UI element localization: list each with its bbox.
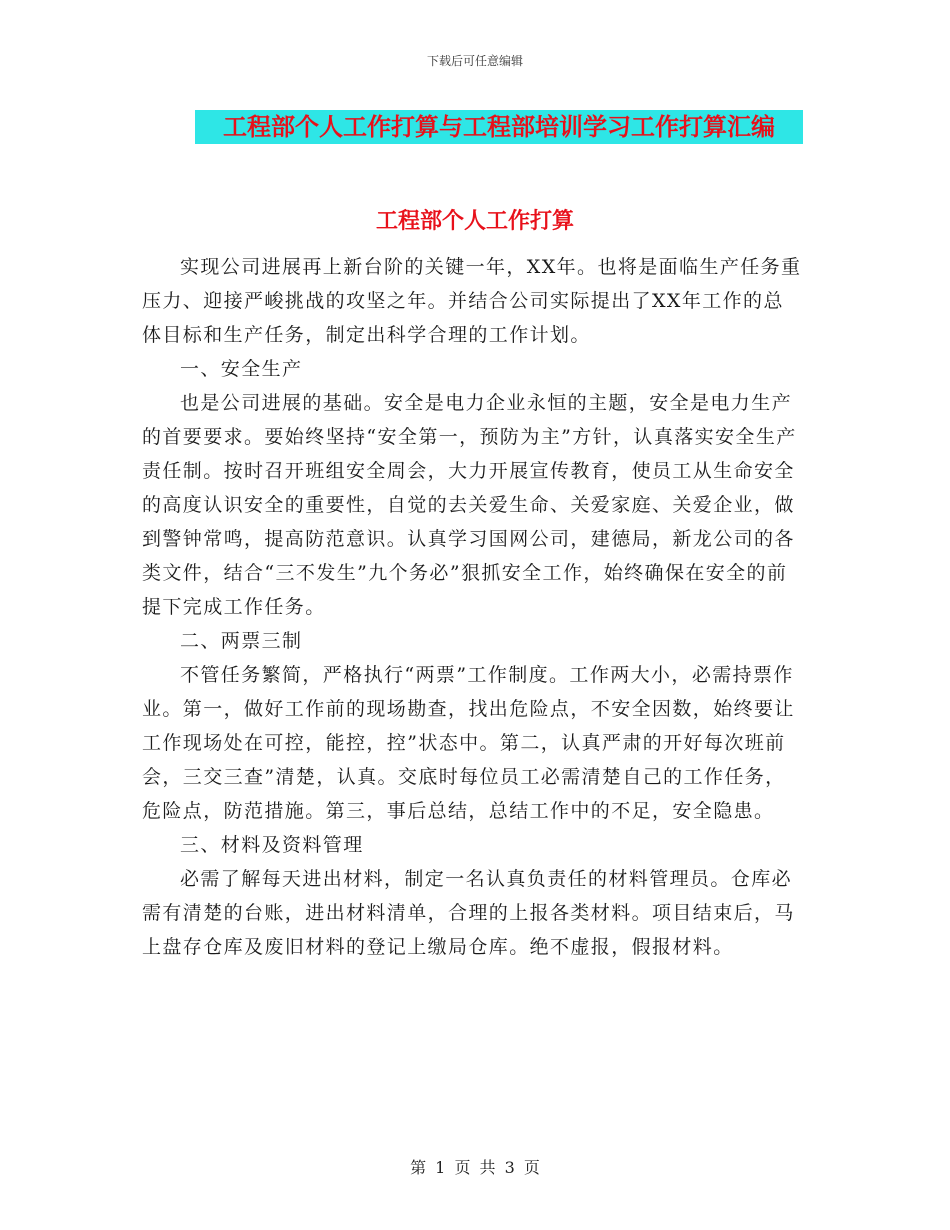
document-title: 工程部个人工作打算与工程部培训学习工作打算汇编: [195, 110, 803, 144]
paragraph: 必需了解每天进出材料，制定一名认真负责任的材料管理员。仓库必需有清楚的台账，进出材料清单，合理的上报各类材料。项目结束后，马上盘存仓库及废旧材料的登记上缴局仓库。绝不虚报，假报材料。: [142, 868, 795, 958]
paragraph: 实现公司进展再上新台阶的关键一年，XX年。也将是面临生产任务重压力、迎接严峻挑战的攻坚之年。并结合公司实际提出了XX年工作的总体目标和生产任务，制定出科学合理的工作计划。: [142, 256, 802, 346]
header-note: 下载后可任意编辑: [426, 54, 523, 68]
section-title: 工程部个人工作打算: [375, 208, 574, 234]
section-heading: 三、材料及资料管理: [180, 834, 364, 856]
paragraph: 也是公司进展的基础。安全是电力企业永恒的主题，安全是电力生产的首要要求。要始终坚持“安全第一，预防为主”方针，认真落实安全生产责任制。按时召开班组安全周会，大力开展宣传教育，使员工从生命安全的高度认识安全的重要性，自觉的去关爱生命、关爱家庭、关爱企业，做到警钟常鸣，提高防范意识。认真学习国网公司，建德局，新龙公司的各类文件，结合“三不发生”九个务必”狠抓安全工作，始终确保在安全的前提下完成工作任务。: [142, 392, 797, 618]
section-heading: 二、两票三制: [180, 630, 303, 652]
document-body: [142, 250, 802, 964]
paragraph: 不管任务繁简，严格执行“两票”工作制度。工作两大小，必需持票作业。第一，做好工作前的现场勘查，找出危险点，不安全因数，始终要让工作现场处在可控，能控，控”状态中。第二，认真严肃的开好每次班前会，三交三查”清楚，认真。交底时每位员工必需清楚自己的工作任务，危险点，防范措施。第三，事后总结，总结工作中的不足，安全隐患。: [142, 664, 795, 822]
section-heading: 一、安全生产: [180, 358, 303, 380]
page-footer: 第 1 页 共 3 页: [410, 1158, 540, 1177]
